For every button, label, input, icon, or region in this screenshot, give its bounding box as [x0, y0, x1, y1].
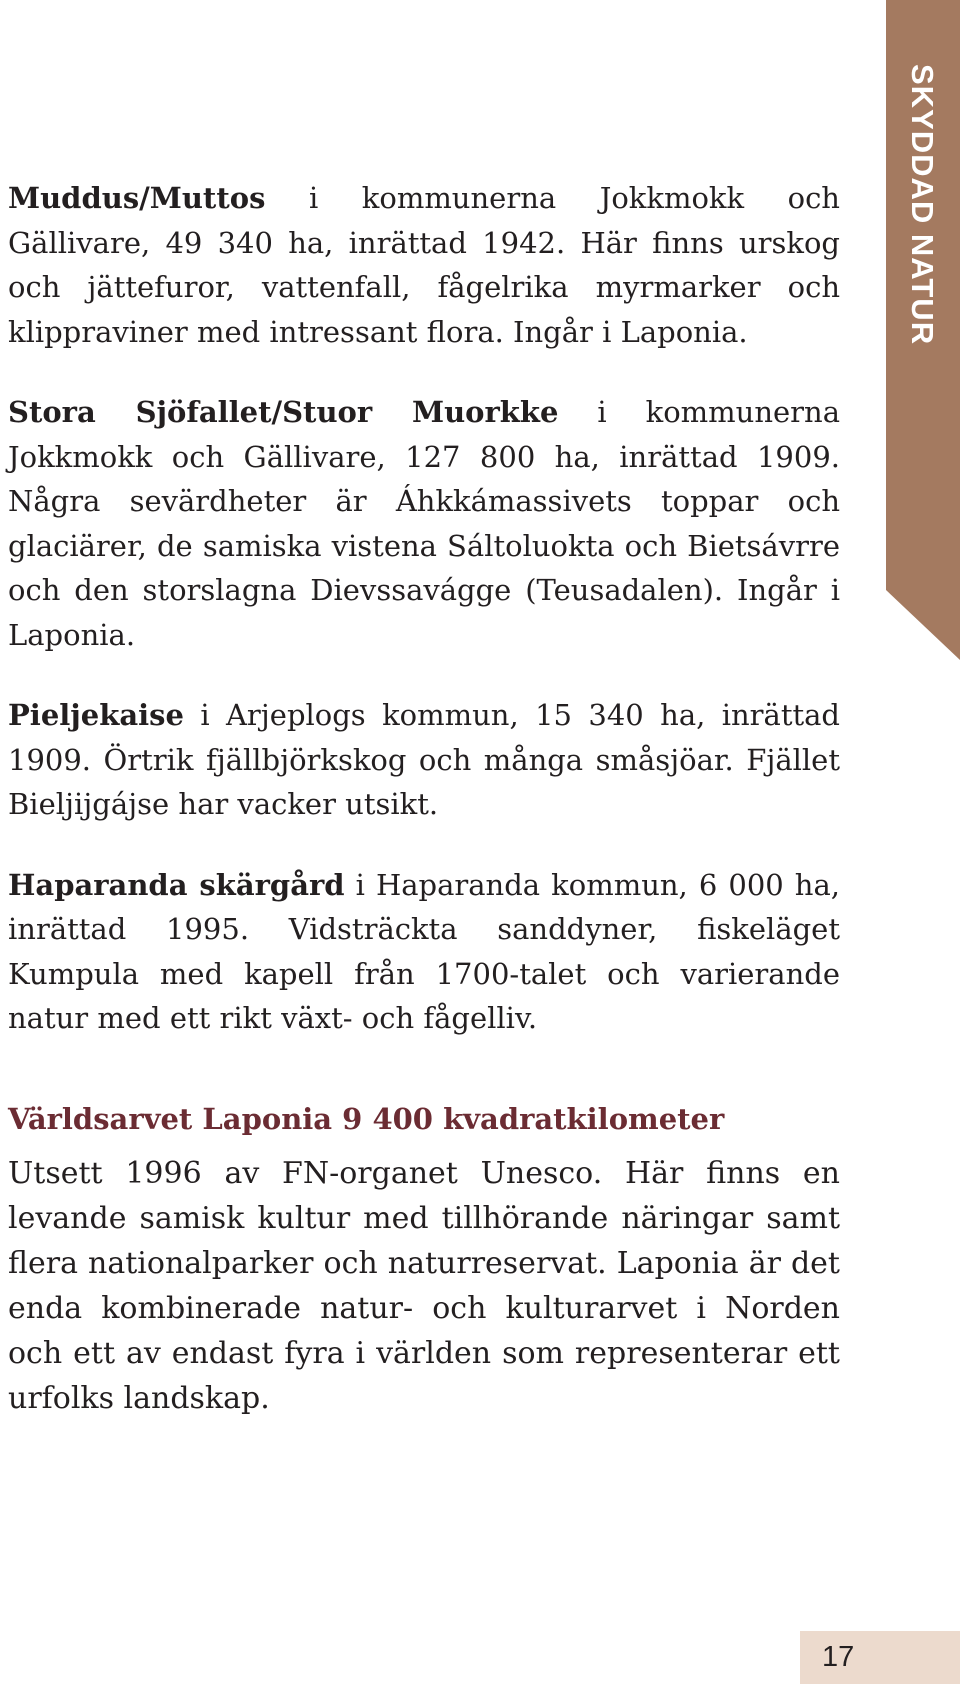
entry-name: Pieljekaise: [8, 698, 184, 732]
entry-pieljekaise: [8, 693, 840, 827]
section-body: Utsett 1996 av FN-organet Unesco. Här finns en levande samisk kultur med tillhörande näringar samt flera nationalparker och naturreservat. Laponia är det enda kombinerade natur- och kulturarvet i Norden och ett av endast fyra i världen som representerar ett urfolks landskap.: [8, 1156, 840, 1416]
entry-text: i Haparanda kommun, 6 000 ha, inrättad 1995. Vidsträckta sanddyner, fiskeläget Kumpula med kapell från 1700-talet och varierande natur med ett rikt växt- och fågelliv.: [8, 867, 840, 1035]
entry-haparanda: [8, 863, 840, 1041]
entry-text: i kommunerna Jokkmokk och Gällivare, 49 340 ha, inrättad 1942. Här finns urskog och jättefuror, vattenfall, fågelrika myrmarker och klippraviner med intressant flora. Ingår i Laponia.: [8, 181, 840, 349]
section-heading: Världsarvet Laponia 9 400 kvadratkilometer: [8, 1101, 725, 1136]
entry-stora-sjofallet: [8, 390, 840, 657]
page-number-text: 17: [822, 1641, 855, 1673]
section-tab: [886, 0, 960, 660]
entry-name: Haparanda skärgård: [8, 867, 345, 902]
entry-name: Stora Sjöfallet/Stuor Muorkke: [8, 395, 559, 429]
section-tab-label: SKYDDAD NATUR: [905, 64, 940, 346]
entry-name: Muddus/Muttos: [8, 181, 266, 215]
entry-muddus: [8, 176, 840, 354]
entry-text: i Arjeplogs kommun, 15 340 ha, inrättad 1909. Örtrik fjällbjörkskog och många småsjöar. Fjället Bieljijgájse har vacker utsikt.: [8, 698, 840, 821]
page-number: [800, 1631, 960, 1684]
entry-text: i kommunerna Jokkmokk och Gällivare, 127 800 ha, inrättad 1909. Några sevärdheter är Áhkkámassivets toppar och glaciärer, de samiska vistena Sáltoluokta och Bietsávrre och den storslagna Dievssavágge (Teusadalen). Ingår i Laponia.: [8, 395, 841, 652]
page-content: [8, 176, 840, 1421]
